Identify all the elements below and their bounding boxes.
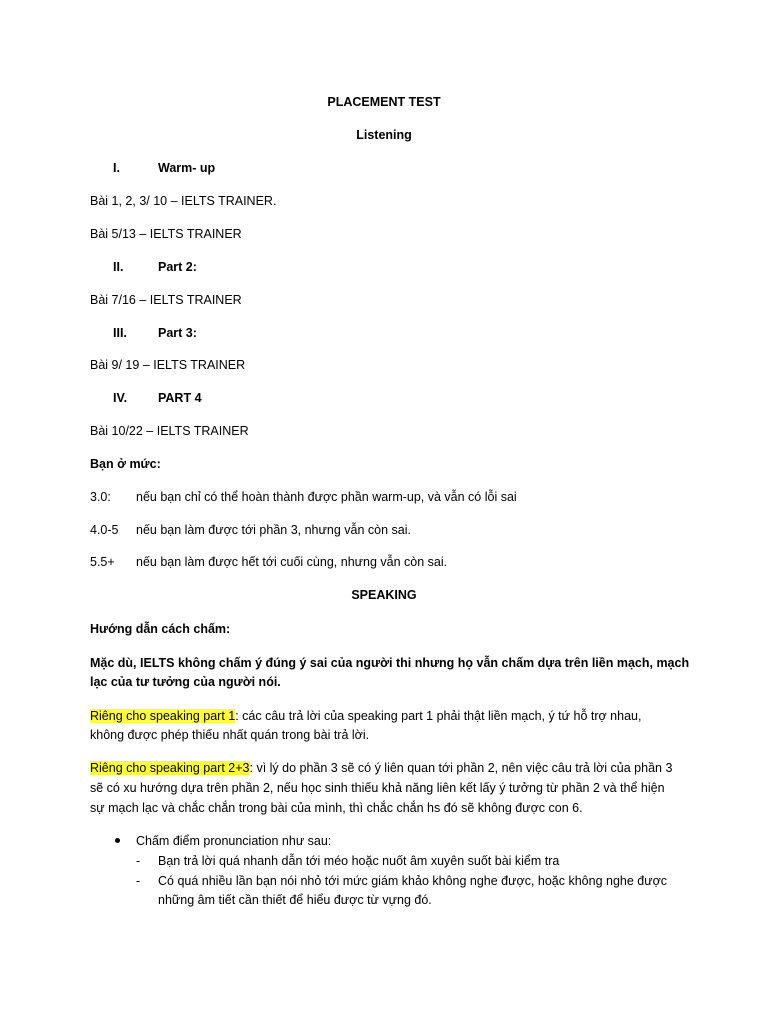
listening-heading: Listening <box>356 128 412 142</box>
bullet-dot-icon <box>115 838 120 843</box>
dash-marker-1: - <box>136 854 141 868</box>
section-label-1: Warm- up <box>158 161 216 175</box>
part1-text: : các câu trả lời của speaking part 1 phải thật liền mạch, ý tứ hỗ trợ nhau, <box>235 709 642 723</box>
guide-heading: Hướng dẫn cách chấm: <box>90 622 231 636</box>
part1-line-1 <box>90 707 641 725</box>
section-label-2: Part 2: <box>158 260 197 274</box>
section-label-3: Part 3: <box>158 326 197 340</box>
section-number-1: I. <box>113 161 120 175</box>
level-score-3: 5.5+ <box>90 555 115 569</box>
part1-label: Riêng cho speaking part 1 <box>90 709 236 723</box>
part1-line-2: không được phép thiếu nhất quán trong bài trả lời. <box>90 728 370 742</box>
level-score-1: 3.0: <box>90 490 111 504</box>
level-desc-1: nếu bạn chỉ có thể hoàn thành được phần warm-up, và vẫn có lỗi sai <box>136 490 517 504</box>
lesson-line-3: Bài 7/16 – IELTS TRAINER <box>90 293 242 307</box>
pronunciation-item-1: Bạn trả lời quá nhanh dẫn tới méo hoặc nuốt âm xuyên suốt bài kiểm tra <box>158 854 560 868</box>
level-desc-3: nếu bạn làm được hết tới cuối cùng, nhưng vẫn còn sai. <box>136 555 448 569</box>
intro-line-1: Mặc dù, IELTS không chấm ý đúng ý sai của người thi nhưng họ vẫn chấm dựa trên liền mạch, mạch <box>90 656 690 670</box>
dash-marker-2: - <box>136 874 141 888</box>
pronunciation-item-2-cont: những âm tiết cần thiết để hiểu được từ vựng đó. <box>158 893 432 907</box>
part23-line-1 <box>90 759 672 777</box>
lesson-line-1: Bài 1, 2, 3/ 10 – IELTS TRAINER. <box>90 194 277 208</box>
part23-line-2: sẽ có xu hướng dựa trên phần 2, nếu học sinh thiếu khả năng liên kết lấy ý tưởng từ phần 2 và thể hiện <box>90 781 665 795</box>
lesson-line-2: Bài 5/13 – IELTS TRAINER <box>90 227 242 241</box>
pronunciation-item-2: Có quá nhiều lần bạn nói nhỏ tới mức giám khảo không nghe được, hoặc không nghe được <box>158 874 668 888</box>
section-label-4: PART 4 <box>158 391 202 405</box>
speaking-heading: SPEAKING <box>351 588 417 602</box>
level-heading: Bạn ở mức: <box>90 457 161 471</box>
level-desc-2: nếu bạn làm được tới phần 3, nhưng vẫn còn sai. <box>136 523 411 537</box>
section-number-2: II. <box>113 260 124 274</box>
part23-line-3: sự mạch lạc và chắc chắn trong bài của mình, thì chắc chắn hs đó sẽ không được con 6. <box>90 801 583 815</box>
section-number-3: III. <box>113 326 127 340</box>
lesson-line-4: Bài 9/ 19 – IELTS TRAINER <box>90 358 246 372</box>
intro-line-2: lạc của tư tưởng của người nói. <box>90 675 281 689</box>
lesson-line-5: Bài 10/22 – IELTS TRAINER <box>90 424 249 438</box>
part23-text: : vì lý do phần 3 sẽ có ý liên quan tới phần 2, nên việc câu trả lời của phần 3 <box>249 761 673 775</box>
document-title: PLACEMENT TEST <box>327 95 441 109</box>
pronunciation-bullet: Chấm điểm pronunciation như sau: <box>136 834 332 848</box>
level-score-2: 4.0-5 <box>90 523 119 537</box>
section-number-4: IV. <box>113 391 128 405</box>
part23-label: Riêng cho speaking part 2+3 <box>90 761 250 775</box>
